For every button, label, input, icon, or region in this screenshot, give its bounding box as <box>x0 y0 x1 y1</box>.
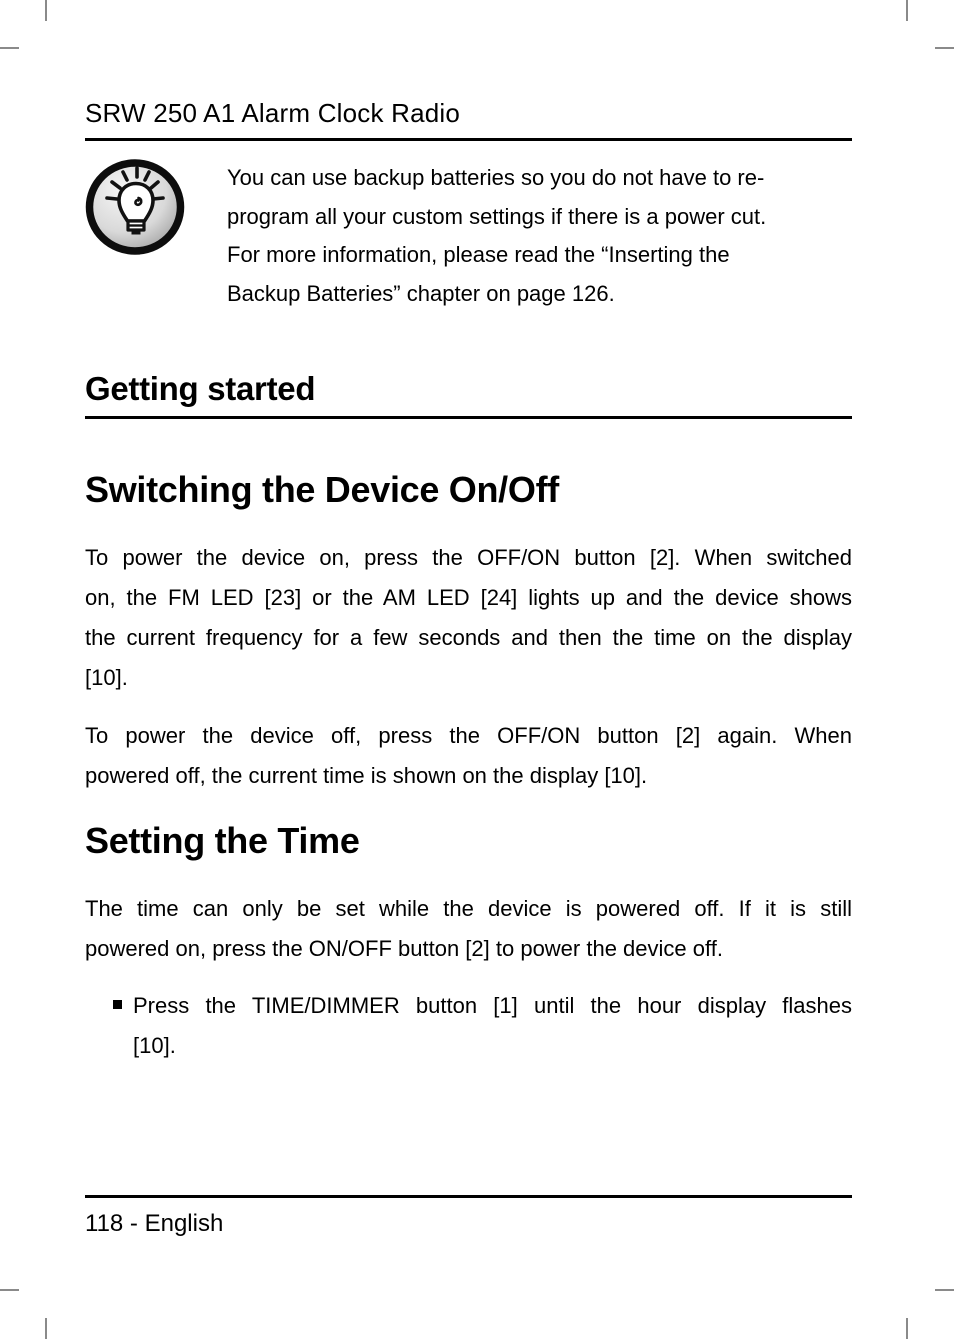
note-text <box>227 159 837 313</box>
paragraph-line: [10]. <box>85 665 128 690</box>
note-line: program all your custom settings if there is a power cut. <box>227 203 767 229</box>
note-box <box>85 159 852 313</box>
crop-mark-top-right-horizontal <box>935 47 954 49</box>
paragraph-line: powered off, the current time is shown on the display [10]. <box>85 763 648 788</box>
page-title: SRW 250 A1 Alarm Clock Radio <box>85 98 461 128</box>
subsection-heading-setting-time: Setting the Time <box>85 820 360 861</box>
subsection-heading-switching-device: Switching the Device On/Off <box>85 469 559 510</box>
crop-mark-bottom-right-vertical <box>906 1318 908 1339</box>
bullet-line: Press the TIME/DIMMER button [1] until the hour display flashes <box>133 993 852 1018</box>
paragraph-line: To power the device off, press the OFF/ON button [2] again. When <box>85 723 852 748</box>
header-rule <box>85 138 852 141</box>
note-line: You can use backup batteries so you do not have to re- <box>227 165 765 190</box>
page-content <box>85 0 852 1066</box>
crop-mark-bottom-left-vertical <box>45 1318 47 1339</box>
paragraph-power-on <box>85 538 852 698</box>
crop-mark-top-right-vertical <box>906 0 908 21</box>
paragraph-power-off <box>85 716 852 796</box>
crop-mark-top-left-horizontal <box>0 47 19 49</box>
bullet-text <box>133 986 852 1066</box>
bullet-line: [10]. <box>133 1033 176 1058</box>
crop-mark-top-left-vertical <box>45 0 47 21</box>
crop-mark-bottom-left-horizontal <box>0 1289 19 1291</box>
section-heading-getting-started: Getting started <box>85 370 316 407</box>
bullet-square-icon <box>113 1000 122 1009</box>
crop-mark-bottom-right-horizontal <box>935 1289 954 1291</box>
paragraph-line: The time can only be set while the device is powered off. If it is still <box>85 896 852 921</box>
paragraph-line: on, the FM LED [23] or the AM LED [24] lights up and the device shows <box>85 585 852 610</box>
paragraph-line: the current frequency for a few seconds and then the time on the display <box>85 625 852 650</box>
note-line: Backup Batteries” chapter on page 126. <box>227 280 615 306</box>
light-bulb-icon <box>85 159 185 255</box>
paragraph-line: To power the device on, press the OFF/ON button [2]. When switched <box>85 545 852 570</box>
note-line: For more information, please read the “Inserting the <box>227 242 730 267</box>
bullet-item-time-dimmer <box>85 986 852 1066</box>
paragraph-setting-time <box>85 889 852 969</box>
paragraph-line: powered on, press the ON/OFF button [2] to power the device off. <box>85 936 723 961</box>
section-rule <box>85 416 852 419</box>
footer-rule <box>85 1195 852 1198</box>
page-number: 118 - English <box>85 1210 224 1237</box>
